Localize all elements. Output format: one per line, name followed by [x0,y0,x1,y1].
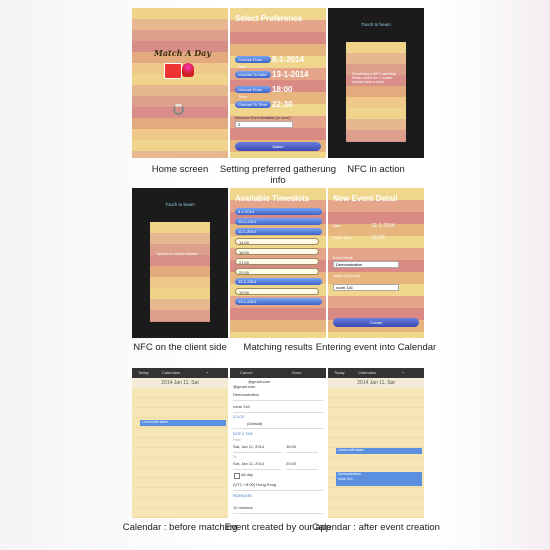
date-time-label: DATE & TIME [233,432,253,436]
preference-title: Select Preference [235,14,303,23]
timeslot-item[interactable]: 8-1-2014 [235,208,322,215]
account-email-2: @gmail.com [233,384,256,389]
calendar-event-demonstration[interactable] [336,472,422,486]
calendars-tab[interactable]: Calendars [358,370,377,375]
new-event-screen [328,188,424,338]
calendar-toolbar [328,368,424,378]
timeslot-item[interactable]: 13-1-2014 [235,298,322,305]
caption-nfc-client: NFC on the client side [133,342,227,353]
person-icon [182,63,194,77]
nfc-action-screen [328,8,424,158]
new-event-title: New Event Detail [333,194,398,203]
timezone-field[interactable]: (UTC +8:00) Hong Kong [233,480,323,491]
from-time-value: 18:00 [272,85,293,94]
loading-spinner-icon [173,104,184,115]
calendar-day-grid [132,388,228,518]
caption-entering: Entering event into Calendar [315,342,437,353]
caption-preferred: Setting preferred gatherung info [219,164,337,186]
calendar-date-header: 2014 Jan 11, Sat [328,378,424,388]
event-time-value: 16:00 [372,235,385,241]
caption-event-created: Event created by our app [224,522,332,533]
event-demonstration-title: Demonstration [338,472,361,476]
calendar-icon [164,63,182,79]
touch-to-beam-label: Touch to beam [165,202,195,207]
calendar-date-header: 2014 Jan 11, Sat [132,378,228,388]
venue-input[interactable]: room 116 [333,284,399,291]
color-label: COLOR [233,415,245,419]
from-label: From [233,438,241,442]
timeslot-item[interactable]: 12-1-2014 [235,278,322,285]
add-icon[interactable]: + [206,370,209,375]
timeslot-item[interactable]: 14:00 [235,238,319,245]
timeslot-item[interactable]: 21:00 [235,258,319,265]
choose-to-date-button[interactable]: Choose To Date [235,71,271,78]
calendar-toolbar [132,368,228,378]
all-day-checkbox[interactable] [234,473,240,479]
from-date-field[interactable]: Sat, Jan 11, 2014 [233,442,281,453]
choose-from-time-button[interactable]: Choose From Time [235,86,271,93]
caption-nfc-action: NFC in action [347,164,405,175]
calendar-event-lunch[interactable]: Lunch with sister [140,420,226,426]
caption-matching: Matching results [243,342,313,353]
app-logo-text: Match A Day [154,48,211,58]
nfc-invite-card[interactable] [150,222,210,322]
min-hours-label: Minimum Event Available (in hour)? [235,116,292,120]
to-time-value: 22:30 [272,100,293,109]
from-date-value: 8-1-2014 [272,55,305,64]
event-name-field[interactable]: Demonstration [233,390,323,401]
preference-screen [230,8,326,158]
timeslot-item[interactable]: 11-1-2014 [235,228,322,235]
venue-label: Venue (Optional) [333,274,360,278]
choose-to-time-button[interactable]: Choose To Time [235,101,271,108]
nfc-client-screen [132,188,228,338]
home-screen [132,8,228,158]
create-button[interactable]: Create [333,318,419,327]
today-tab[interactable]: Today [138,370,149,375]
accept-invitation-message: Tap here to accept invitation [156,252,199,256]
from-time-field[interactable]: 16:00 [286,442,318,453]
timeslots-title: Available Timeslots [235,194,310,203]
today-tab[interactable]: Today [334,370,345,375]
event-demonstration-room: room 116 [338,476,353,481]
form-action-bar [230,368,326,378]
to-time-field[interactable]: 20:00 [286,459,318,470]
caption-cal-before: Calendar : before matching [122,522,238,533]
event-name-label: Event Name [333,256,353,260]
date-value: 11-1-2014 [372,223,395,229]
calendar-event-lunch[interactable]: Lunch with sister [336,448,422,454]
cancel-button[interactable]: Cancel [240,370,253,375]
nfc-preview-card[interactable] [346,42,406,142]
to-date-field[interactable]: Sat, Jan 11, 2014 [233,459,281,470]
reminder-field[interactable]: 10 minutes [233,503,323,514]
event-name-input[interactable]: Demonstration [333,261,399,268]
date-label: Date [333,224,341,228]
timeslot-item[interactable]: 16:00 [235,248,319,255]
timeslot-item[interactable]: 19:00 [235,288,319,295]
all-day-label: All day [241,472,254,477]
reminders-label: REMINDERS [233,494,253,498]
caption-home: Home screen [151,164,209,175]
match-button[interactable]: Match [235,142,321,151]
add-icon[interactable]: + [402,370,405,375]
done-button[interactable]: Done [292,370,302,375]
event-time-label: Event Time [333,236,351,240]
to-date-value: 13-1-2014 [272,70,309,79]
touch-to-beam-label: Touch to beam [361,22,391,27]
calendars-tab[interactable]: Calendars [162,370,181,375]
account-email: @gmail.com [248,379,271,384]
event-where-field[interactable]: room 116 [233,402,323,413]
caption-cal-after: Calendar : after event creation [312,522,440,533]
min-hours-input[interactable]: 2 [235,121,293,128]
timeslot-item[interactable]: 10-1-2014 [235,218,322,225]
timeslots-screen [230,188,326,338]
color-select[interactable]: (Default) [233,419,323,429]
timeslot-item[interactable]: 22:00 [235,268,319,275]
calendar-before-screen [132,368,228,518]
choose-from-date-button[interactable]: Choose From Date [235,56,271,63]
to-label: To [233,455,237,459]
nfc-forward-message: Forwarding to NFC matching. Please attach the 2 mobile devices back to back [352,72,397,85]
calendar-after-screen [328,368,424,518]
event-form-screen [230,368,326,518]
